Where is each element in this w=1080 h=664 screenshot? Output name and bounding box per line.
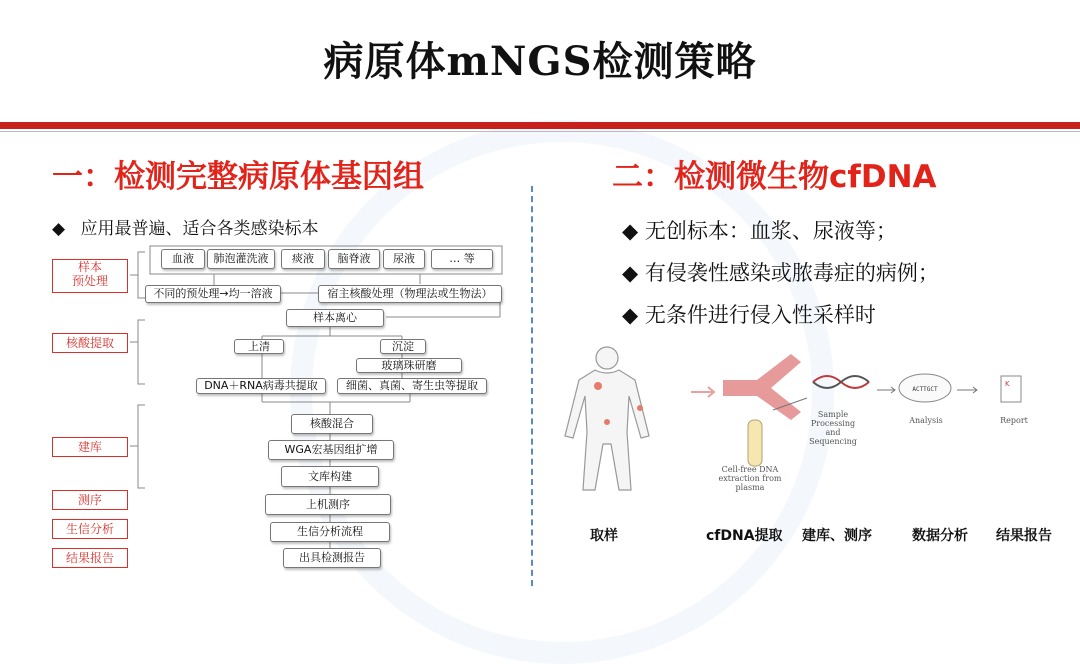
- sample-sputum: 痰液: [281, 249, 325, 269]
- right-bullet-list: [622, 210, 939, 336]
- sample-balf: 肺泡灌洗液: [207, 249, 275, 269]
- page-title: 病原体mNGS检测策略: [323, 38, 757, 85]
- left-heading: 一：检测完整病原体基因组: [52, 159, 424, 195]
- step-label-sampling: 取样: [590, 528, 618, 544]
- pellet-box: 沉淀: [380, 339, 426, 354]
- diamond-bullet-icon: ◆: [622, 219, 639, 243]
- library-construction-box: 文库构建: [281, 466, 379, 487]
- caption-sample-processing: Sample Processing and Sequencing: [809, 410, 857, 446]
- sample-csf: 脑脊液: [328, 249, 380, 269]
- plasma-tube-icon: [748, 420, 762, 466]
- left-bullet-text: 应用最普遍、适合各类感染标本: [80, 219, 319, 239]
- bead-beating-box: 玻璃珠研磨: [356, 358, 462, 373]
- dna-helix-icon: [813, 376, 869, 388]
- blood-vessel-icon: [723, 354, 801, 420]
- caption-analysis: Analysis: [909, 416, 943, 425]
- infection-site-icon: [594, 382, 602, 390]
- infection-site-icon: [637, 405, 643, 411]
- sample-blood: 血液: [161, 249, 205, 269]
- right-bullet-item: ◆ 无条件进行侵入性采样时: [622, 303, 876, 327]
- diamond-bullet-icon: ◆: [622, 303, 639, 327]
- wga-box: WGA宏基因组扩增: [268, 440, 394, 460]
- diamond-bullet-icon: ◆: [622, 261, 639, 285]
- preprocess-box: 不同的预处理→均一溶液: [145, 285, 281, 303]
- sequencing-box: 上机测序: [265, 494, 391, 515]
- report-document-icon: [1001, 376, 1021, 402]
- svg-text:ACTTGCT: ACTTGCT: [912, 386, 938, 393]
- centrifuge-box: 样本离心: [286, 309, 384, 327]
- diamond-bullet-icon: ◆: [52, 219, 66, 239]
- microbe-extraction-box: 细菌、真菌、寄生虫等提取: [337, 378, 487, 394]
- stage-label-report: 结果报告: [52, 548, 128, 568]
- sample-etc: … 等: [431, 249, 493, 269]
- right-heading: 二：检测微生物cfDNA: [612, 159, 937, 195]
- infection-site-icon: [604, 419, 610, 425]
- bioinfo-pipeline-box: 生信分析流程: [270, 522, 390, 542]
- stage-label-library: 建库: [52, 437, 128, 457]
- sample-urine: 尿液: [383, 249, 425, 269]
- step-label-report: 结果报告: [996, 528, 1052, 544]
- stage-label-preprocess: 样本 预处理: [52, 259, 128, 293]
- nucleic-mix-box: 核酸混合: [291, 414, 373, 434]
- step-label-library-seq: 建库、测序: [802, 528, 872, 544]
- cfdna-workflow-illustration: [545, 340, 1045, 500]
- host-depletion-box: 宿主核酸处理（物理法或生物法）: [318, 285, 502, 303]
- arrow-icon: [691, 387, 714, 397]
- report-box: 出具检测报告: [283, 548, 381, 568]
- flowchart-connectors: [0, 0, 540, 607]
- supernatant-box: 上清: [234, 339, 284, 354]
- human-body-icon: [565, 347, 649, 490]
- stage-label-extraction: 核酸提取: [52, 333, 128, 353]
- step-label-data-analysis: 数据分析: [912, 528, 968, 544]
- caption-cellfree-dna: Cell-free DNA extraction from plasma: [718, 465, 782, 492]
- step-label-cfdna-extraction: cfDNA提取: [706, 528, 783, 544]
- report-k-mark-icon: K: [1005, 380, 1010, 388]
- caption-report: Report: [1000, 416, 1028, 425]
- right-bullet-item: ◆ 无创标本：血浆、尿液等；: [622, 219, 897, 243]
- right-bullet-item: ◆ 有侵袭性感染或脓毒症的病例；: [622, 261, 939, 285]
- stage-label-bioinfo: 生信分析: [52, 519, 128, 539]
- dna-rna-extraction-box: DNA＋RNA病毒共提取: [196, 378, 326, 394]
- stage-label-sequencing: 测序: [52, 490, 128, 510]
